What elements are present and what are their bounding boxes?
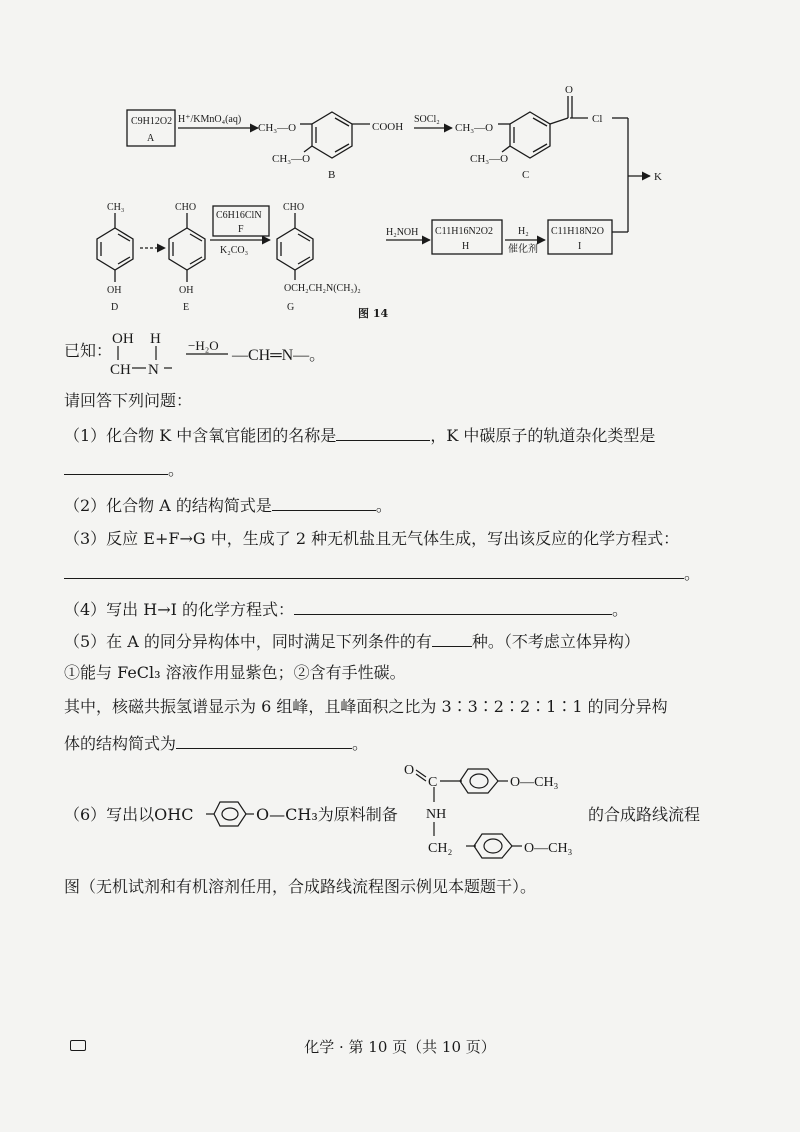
ring-E: [169, 228, 205, 270]
C-left-group: CH₃—O: [455, 122, 494, 134]
q6-target-structure: [402, 760, 602, 872]
C-chloride: Cl: [592, 113, 603, 125]
q1-text-b: ，K 中碳原子的轨道杂化类型是: [430, 426, 656, 445]
q2-text: （2）化合物 A 的结构简式是: [64, 496, 272, 515]
target-C: C: [428, 775, 438, 790]
target-ome-2: O—CH₃: [524, 841, 573, 856]
q4: [64, 598, 628, 621]
known-n: N: [148, 362, 159, 378]
figure-label: 图 14: [358, 307, 389, 320]
reagent-H-I-bottom: 催化剂: [508, 244, 538, 255]
B-label: B: [328, 169, 336, 181]
box-I-formula: C11H18N2O: [551, 226, 604, 237]
intro: 请回答下列问题：: [64, 391, 193, 410]
q5-line4-text: 体的结构简式为: [64, 734, 177, 753]
below-F: K₂CO₃: [220, 245, 249, 256]
known-ch: CH: [110, 362, 131, 378]
reagent-A-B: H⁺/KMnO₄(aq): [178, 114, 242, 125]
G-label: G: [287, 302, 295, 313]
q1-text-a: （1）化合物 K 中含氧官能团的名称是: [64, 426, 337, 445]
q5-text-a: （5）在 A 的同分异构体中，同时满足下列条件的有: [64, 632, 432, 651]
box-A-label: A: [147, 133, 155, 144]
q3-line2: [64, 562, 700, 585]
q5: [64, 630, 640, 653]
q3-blank[interactable]: [64, 562, 684, 579]
B-meo-group: CH₃—O: [272, 153, 311, 165]
q1-blank-1[interactable]: [336, 424, 430, 441]
q6-text-d: 图（无机试剂和有机溶剂任用，合成路线流程图示例见本题题干）。: [64, 877, 537, 896]
known-h: H: [150, 331, 161, 347]
q3-end: 。: [684, 564, 701, 583]
q5-line4: [64, 732, 368, 755]
box-H-formula: C11H16N2O2: [435, 226, 493, 237]
q5-line3: 其中，核磁共振氢谱显示为 6 组峰，且峰面积之比为 3∶3∶2∶2∶1∶1 的同分异构: [64, 697, 668, 716]
E-top: CHO: [175, 202, 197, 213]
ring-D: [97, 228, 133, 270]
box-F-label: F: [238, 224, 244, 235]
known-product: —CH═N—。: [232, 347, 326, 364]
box-I-label: I: [578, 241, 582, 252]
q5-blank-2[interactable]: [176, 732, 352, 749]
ring-G: [277, 228, 313, 270]
E-bottom: OH: [179, 285, 194, 296]
C-meo-group: CH₃—O: [470, 153, 509, 165]
target-CH2: CH₂: [428, 841, 453, 856]
G-bottom: OCH₂CH₂N(CH₃)₂: [284, 283, 361, 294]
q4-blank[interactable]: [294, 598, 612, 615]
B-left-group: CH₃—O: [258, 122, 297, 134]
q5-blank-1[interactable]: [432, 630, 472, 647]
q5-text-b: 种。（不考虑立体异构）: [471, 632, 640, 651]
box-F-formula: C6H16ClN: [216, 210, 262, 221]
q6-text-c: 的合成路线流程: [588, 805, 701, 824]
reagent-B-C: SOCl₂: [414, 114, 440, 125]
q5-end: 。: [352, 734, 369, 753]
q2: [64, 494, 392, 517]
G-top: CHO: [283, 202, 305, 213]
C-carbonyl-O: O: [565, 84, 573, 96]
K-label: K: [654, 171, 662, 183]
reagent-H: H₂NOH: [386, 227, 419, 238]
reaction-scheme: [0, 0, 800, 330]
ring-B: [312, 112, 352, 158]
known-oh: OH: [112, 331, 134, 347]
B-acid: COOH: [372, 121, 404, 133]
page-footer: 化学 · 第 10 页（共 10 页）: [304, 1038, 496, 1056]
q6-text-b: O—CH₃为原料制备: [256, 805, 398, 824]
q1-line2: [64, 458, 184, 481]
D-top: CH₃: [107, 202, 125, 213]
target-NH: NH: [426, 807, 447, 822]
q6-reagent-ring: [206, 796, 256, 836]
target-ome-1: O—CH₃: [510, 775, 559, 790]
q2-blank[interactable]: [272, 494, 376, 511]
q1-blank-2[interactable]: [64, 458, 168, 475]
C-label: C: [522, 169, 530, 181]
known-reaction: [110, 328, 350, 380]
known-prefix: 已知：: [64, 341, 113, 360]
box-H-label: H: [462, 241, 470, 252]
q6-text-a: （6）写出以OHC: [64, 805, 194, 824]
reagent-H-I-top: H₂: [518, 226, 529, 237]
q1: [64, 424, 655, 447]
q5-conditions: ①能与 FeCl₃ 溶液作用显紫色；②含有手性碳。: [64, 663, 406, 682]
q2-end: 。: [375, 496, 392, 515]
q1-end: 。: [168, 460, 185, 479]
box-A-formula: C9H12O2: [131, 116, 173, 127]
D-bottom: OH: [107, 285, 122, 296]
known-condition: −H₂O: [188, 338, 219, 353]
q4-end: 。: [612, 600, 629, 619]
ring-C: [510, 112, 550, 158]
q3: （3）反应 E+F→G 中，生成了 2 种无机盐且无气体生成，写出该反应的化学方程式：: [64, 529, 680, 548]
q4-text: （4）写出 H→I 的化学方程式：: [64, 600, 295, 619]
D-label: D: [111, 302, 119, 313]
target-O: O: [404, 763, 415, 778]
E-label: E: [183, 302, 190, 313]
